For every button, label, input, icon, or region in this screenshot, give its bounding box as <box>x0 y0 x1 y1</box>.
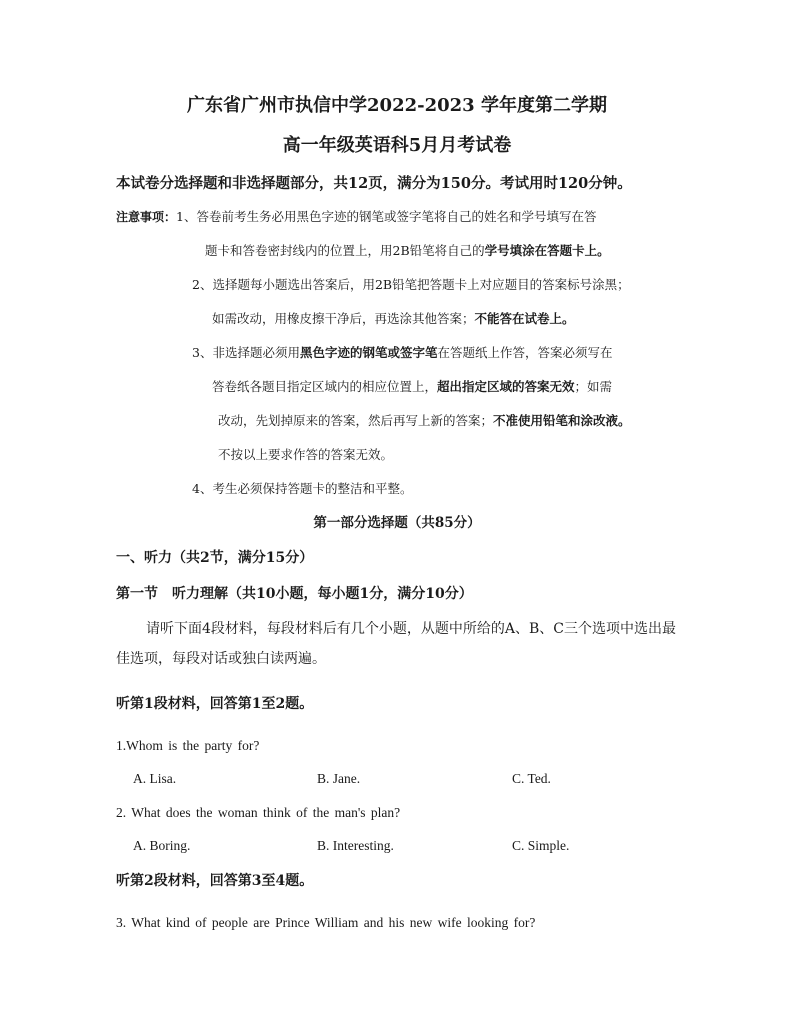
notes-item-3-text-1a: 3、非选择题必须用 <box>192 345 300 360</box>
material1-heading: 听第1段材料，回答第1至2题。 <box>116 696 314 712</box>
notes-item-3-text-3b: 不准使用铅笔和涂改液。 <box>493 413 631 428</box>
question-1-option-b: B. Jane. <box>317 771 361 786</box>
question-2-option-a: A. Boring. <box>133 838 191 853</box>
notes-item-3-text-1b: 黑色字迹的钢笔或签字笔 <box>299 345 438 360</box>
notes-item-1-text-2b: 学号填涂在答题卡上。 <box>484 243 610 258</box>
notes-item-3-text-2a: 答卷纸各题目指定区域内的相应位置上， <box>212 379 438 394</box>
question-2: 2. What does the woman think of the man's plan? <box>116 805 401 820</box>
notes-item-2-line1: 2、选择题每小题选出答案后，用2B铅笔把答题卡上对应题目的答案标号涂黑； <box>192 277 630 292</box>
notes-item-4-line1: 4、考生必须保持答题卡的整洁和平整。 <box>192 481 413 496</box>
notes-label: 注意事项： <box>116 210 177 224</box>
part1-heading: 第一部分选择题（共85分） <box>313 515 481 531</box>
notes-item-1-text-2a: 题卡和答卷密封线内的位置上，用2B铅笔将自己的 <box>205 243 485 258</box>
section1-heading: 一、听力（共2节，满分15分） <box>116 550 314 566</box>
subsection1-heading: 第一节 听力理解（共10小题，每小题1分，满分10分） <box>116 586 473 602</box>
question-1: 1.Whom is the party for? <box>116 738 260 753</box>
notes-item-3-line3 <box>218 411 631 431</box>
notes-item-1-line2 <box>205 241 610 261</box>
notes-item-2-line2 <box>212 309 575 329</box>
notes-item-3-text-3a: 改动，先划掉原来的答案，然后再写上新的答案； <box>218 413 494 428</box>
notes-item-2-text-2a: 如需改动，用橡皮擦干净后，再选涂其他答案； <box>212 311 475 326</box>
notes-item-2-text-2b: 不能答在试卷上。 <box>474 311 575 326</box>
question-1-option-c: C. Ted. <box>512 771 551 786</box>
notes-item-1-line1 <box>116 207 596 227</box>
exam-title-line2: 高一年级英语科5月月考试卷 <box>282 135 512 156</box>
question-3: 3. What kind of people are Prince William and his new wife looking for? <box>116 915 536 930</box>
listening-instruction: 请听下面4段材料，每段材料后有几个小题，从题中所给的A、B、C三个选项中选出最佳选项，每段对话或独白读两遍。 <box>116 621 677 667</box>
question-2-option-c: C. Simple. <box>512 838 570 853</box>
notes-item-3-line2 <box>212 377 612 397</box>
notes-item-3-line1 <box>192 343 613 363</box>
exam-intro: 本试卷分选择题和非选择题部分，共12页，满分为150分。考试用时120分钟。 <box>116 175 632 192</box>
material2-heading: 听第2段材料，回答第3至4题。 <box>116 873 314 889</box>
question-1-option-a: A. Lisa. <box>133 771 177 786</box>
exam-title-line1: 广东省广州市执信中学2022-2023 学年度第二学期 <box>187 95 607 116</box>
notes-item-3-text-2c: ；如需 <box>574 379 613 394</box>
notes-item-3-text-2b: 超出指定区域的答案无效 <box>437 379 575 394</box>
notes-item-3-text-1c: 在答题纸上作答，答案必须写在 <box>437 345 613 360</box>
notes-item-1-text: 1、答卷前考生务必用黑色字迹的钢笔或签字笔将自己的姓名和学号填写在答 <box>176 209 597 224</box>
question-2-option-b: B. Interesting. <box>317 838 394 853</box>
notes-item-3-line4: 不按以上要求作答的答案无效。 <box>218 447 394 462</box>
